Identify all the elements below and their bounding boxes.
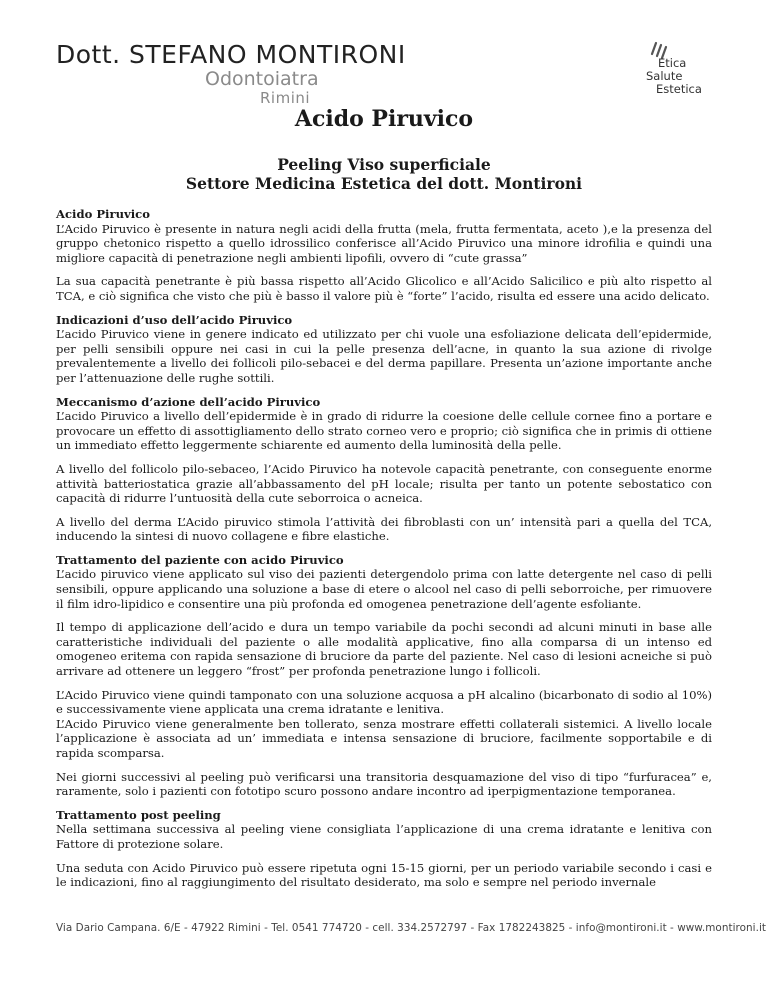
subtitle-line-2: Settore Medicina Estetica del dott. Montironi [185,174,583,193]
section-heading: Meccanismo d’azione dell’acido Piruvico [56,394,321,409]
logo-line-etica: Etica [658,56,687,70]
paragraph: Il tempo di applicazione dell’acido e dura un tempo variabile da pochi secondi ad alcuni minuti in base alle caratteristiche individuali del paziente o alle modalità applicative, fino alla comparsa di un intenso ed omogeneo eritema con rapida sensazione di bruciore da parte del paziente. Nel caso di lesioni acneiche si può arrivare ad ottenere un leggero “frost” per profonda penetrazione lungo i follicoli. [56,620,712,679]
paragraph: La sua capacità penetrante è più bassa rispetto all’Acido Glicolico e all’Acido Salicilico e più alto rispetto al TCA, e ciò significa che visto che più è basso il valore più è “forte” l’acido, risulta ed essere una acido delicato. [56,274,712,303]
paragraph: L’acido piruvico viene applicato sul viso dei pazienti detergendolo prima con latte detergente nel caso di pelli sensibili, oppure applicando una soluzione a base di etere o alcool nel caso di pelli seborroiche, per rimuovere il film idro-lipidico e consentire una più profonda ed omogenea penetrazione dell’agente esfoliante. [56,567,712,611]
paragraph: Nei giorni successivi al peeling può verificarsi una transitoria desquamazione del viso di tipo “furfuracea” e, raramente, solo i pazienti con fototipo scuro possono andare incontro ad iperpigmentazione temporanea. [56,769,712,799]
document-body [56,207,712,899]
paragraph: L’acido Piruvico a livello dell’epidermide è in grado di ridurre la coesione delle cellule cornee fino a portare e provocare un effetto di assottigliamento dello strato corneo vero e proprio; ciò significa che in primis di ottiene un immediato effetto leggermente schiarente ed aumento della luminosità della pelle. [56,409,712,453]
paragraph: A livello del follicolo pilo-sebaceo, l’Acido Piruvico ha notevole capacità penetrante, con conseguente enorme attività batteriostatica grazie all’abbassamento del pH locale; risulta per tanto un potente sebostatico con capacità di ridurre l’untuosità della cute seborroica o acneica. [56,461,712,506]
letterhead [0,0,768,120]
subtitle-line-1: Peeling Viso superficiale [277,155,491,174]
paragraph: A livello del derma L’Acido piruvico stimola l’attività dei fibroblasti con un’ intensità pari a quella del TCA, inducendo la sintesi di nuovo collagene e fibre elastiche. [56,514,712,544]
profession: Odontoiatra [205,68,319,90]
paragraph: L’Acido Piruvico viene quindi tamponato con una soluzione acquosa a pH alcalino (bicarbonato di sodio al 10%) e successivamente viene applicata una crema idratante e lenitiva. [56,687,712,717]
logo-line-salute: Salute [646,69,683,83]
document-subtitle [0,155,768,193]
city: Rimini [260,89,311,107]
document-title: Acido Piruvico [294,106,474,132]
paragraph: L’Acido Piruvico viene generalmente ben tollerato, senza mostrare effetti collaterali sistemici. A livello locale l’applicazione è associata ad un’ immediata e intensa sensazione di bruciore, facilmente sopportabile e di rapida scomparsa. [56,716,712,760]
contact-footer: Via Dario Campana. 6/E - 47922 Rimini - Tel. 0541 774720 - cell. 334.2572797 - Fax 1782243825 - info@montironi.it - www.montironi.it [56,922,767,934]
section-heading: Indicazioni d’uso dell’acido Piruvico [56,312,293,327]
logo-text [646,57,702,96]
paragraph: Nella settimana successiva al peeling viene consigliata l’applicazione di una crema idratante e lenitiva con Fattore di protezione solare. [56,822,712,851]
paragraph: L’acido Piruvico viene in genere indicato ed utilizzato per chi vuole una esfoliazione delicata dell’epidermide, per pelli sensibili oppure nei casi in cui la pelle presenza dell’acne, in quanto la sua azione di rivolge prevalentemente a livello dei follicoli pilo-sebacei e del derma papillare. Presenta un’azione importante anche per l’attenuazione delle rughe sottili. [56,327,712,385]
section-heading: Acido Piruvico [56,207,150,221]
paragraph: Una seduta con Acido Piruvico può essere ripetuta ogni 15-15 giorni, per un periodo variabile secondo i casi e le indicazioni, fino al raggiungimento del risultato desiderato, ma solo e sempre nel periodo invernale [56,860,712,890]
paragraph: L’Acido Piruvico è presente in natura negli acidi della frutta (mela, frutta fermentata, aceto ),e la presenza del gruppo chetonico rispetto a quello idrossilico conferisce all’Acido Piruvico una minore idrofilia e quindi una migliore capacità di penetrazione negli ambienti lipofili, ovvero di “cute grassa” [56,221,712,265]
section-heading: Trattamento del paziente con acido Piruvico [56,552,344,567]
section-heading: Trattamento post peeling [56,807,221,822]
logo-line-estetica: Estetica [656,82,702,96]
doctor-name: Dott. STEFANO MONTIRONI [56,40,406,69]
